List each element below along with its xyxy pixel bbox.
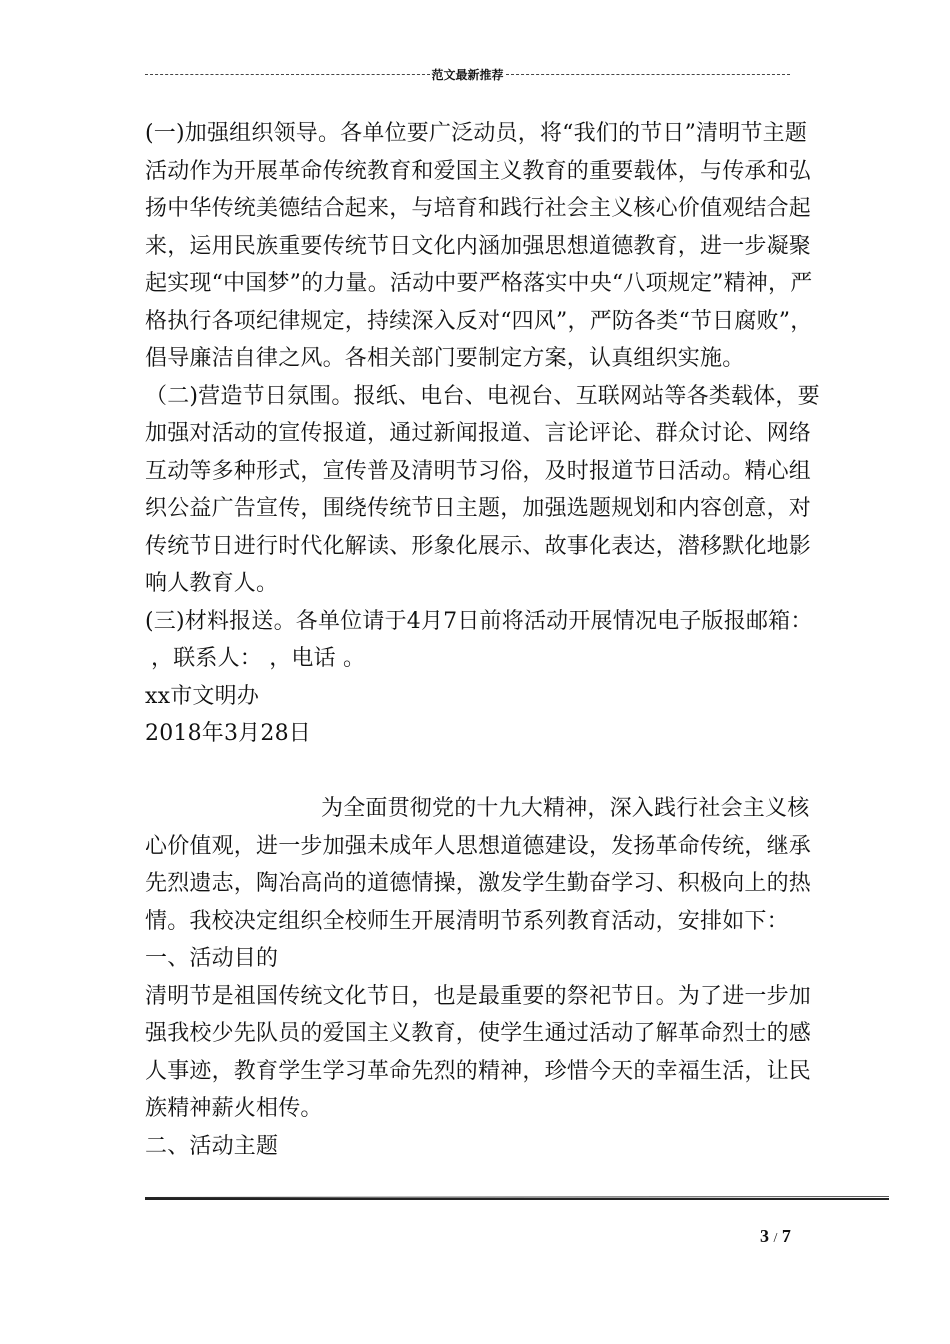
blank-line: [145, 753, 825, 791]
document-body: [145, 115, 825, 1165]
heading-activity-purpose: 一、活动目的: [145, 946, 279, 971]
paragraph-festival-atmosphere: （二)营造节日氛围。报纸、电台、电视台、互联网站等各类载体，要加强对活动的宣传报道，通过新闻报道、言论评论、群众讨论、网络互动等多种形式，宣传普及清明节习俗，及时报道节日活动。精心组织公益广告宣传，围绕传统节日主题，加强选题规划和内容创意，对传统节日进行时代化解读、形象化展示、故事化表达，潜移默化地影响人教育人。: [145, 383, 820, 596]
paragraph-organization-leadership: (一)加强组织领导。各单位要广泛动员，将“我们的节日”清明节主题活动作为开展革命传统教育和爱国主义教育的重要载体，与传承和弘扬中华传统美德结合起来，与培育和践行社会主义核心价值观结合起来，运用民族重要传统节日文化内涵加强思想道德教育，进一步凝聚起实现“中国梦”的力量。活动中要严格落实中央“八项规定”精神，严格执行各项纪律规定，持续深入反对“四风”，严防各类“节日腐败”，倡导廉洁自律之风。各相关部门要制定方案，认真组织实施。: [145, 121, 813, 371]
page-header: [145, 66, 790, 83]
heading-activity-theme: 二、活动主题: [145, 1133, 279, 1159]
paragraph-contact-line: ，联系人： ，电话 。: [151, 646, 366, 671]
current-page: 3: [760, 1226, 769, 1246]
page-number: [760, 1226, 791, 1247]
footer-separator-rule: [145, 1198, 889, 1200]
header-dashed-line-right: [506, 74, 791, 75]
paragraph-activity-purpose: 清明节是祖国传统文化节日，也是最重要的祭祀节日。为了进一步加强我校少先队员的爱国主义教育，使学生通过活动了解革命烈士的感人事迹，教育学生学习革命先烈的精神，珍惜今天的幸福生活，让民族精神薪火相传。: [145, 983, 812, 1121]
header-dashed-line-left: [145, 74, 430, 75]
page-separator: /: [773, 1231, 778, 1246]
paragraph-school-intro: 为全面贯彻党的十九大精神，深入践行社会主义核心价值观，进一步加强未成年人思想道德建设，发扬革命传统，继承先烈遗志，陶冶高尚的道德情操，激发学生勤奋学习、积极向上的热情。我校决定组织全校师生开展清明节系列教育活动，安排如下：: [145, 796, 812, 934]
issuer-name: xx市文明办: [145, 683, 260, 709]
total-pages: 7: [781, 1226, 791, 1246]
paragraph-material-submission: (三)材料报送。各单位请于4月7日前将活动开展情况电子版报邮箱：: [145, 608, 813, 634]
header-title: 范文最新推荐: [431, 68, 504, 82]
issue-date: 2018年3月28日: [145, 721, 311, 746]
